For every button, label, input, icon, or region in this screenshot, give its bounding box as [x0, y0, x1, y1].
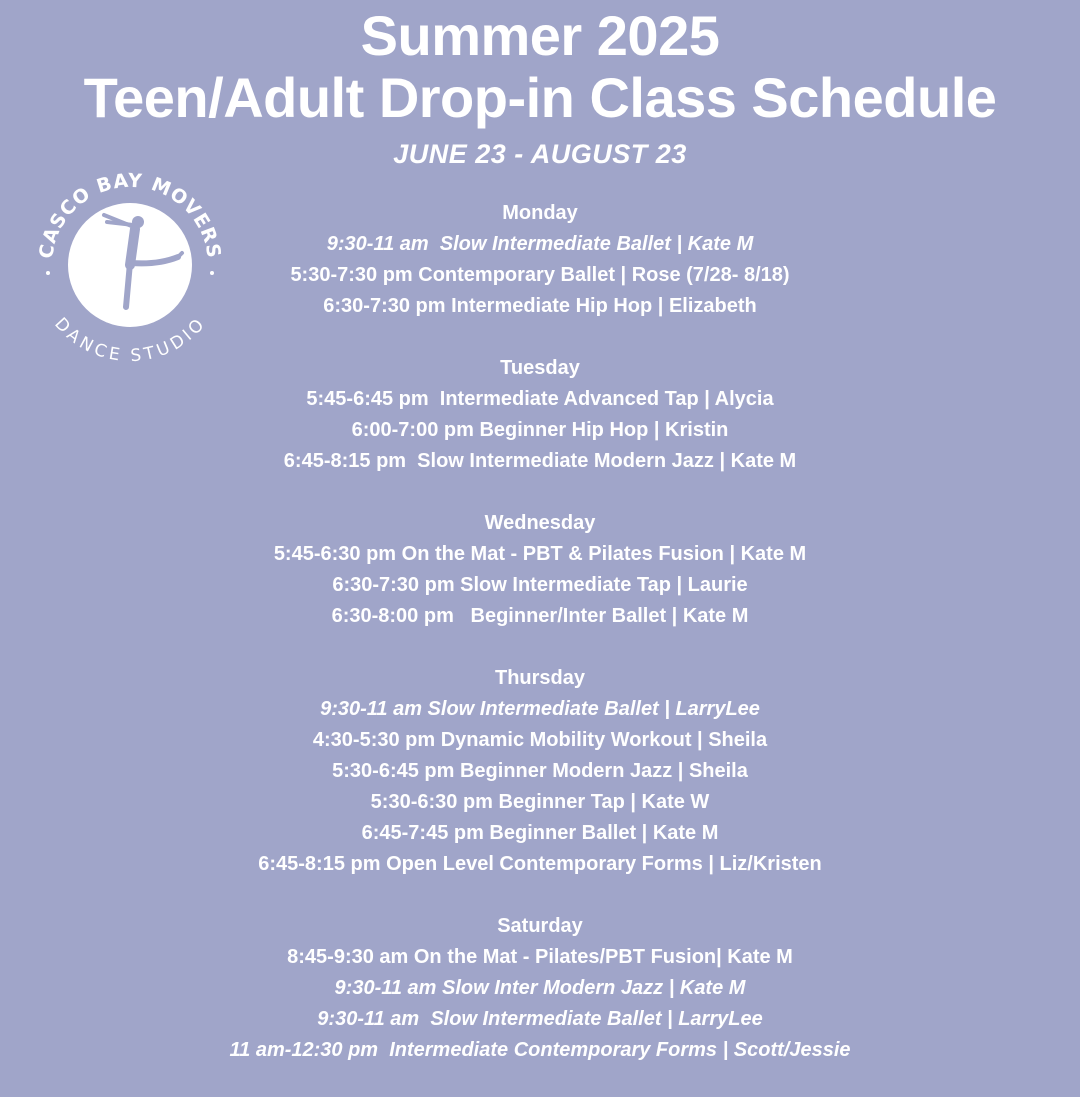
class-entry: 9:30-11 am Slow Intermediate Ballet | LarryLee	[317, 1008, 763, 1030]
class-entry: 6:30-8:00 pm Beginner/Inter Ballet | Kate M	[331, 605, 749, 627]
day-heading: Thursday	[494, 667, 586, 689]
class-entry: 6:45-7:45 pm Beginner Ballet | Kate M	[361, 822, 719, 844]
day-block-saturday	[0, 911, 1080, 1066]
class-entry: 11 am-12:30 pm Intermediate Contemporary Forms | Scott/Jessie	[229, 1039, 851, 1061]
class-entry: 9:30-11 am Slow Intermediate Ballet | Kate M	[326, 233, 754, 255]
class-entry: 9:30-11 am Slow Inter Modern Jazz | Kate M	[334, 977, 746, 999]
class-entry: 5:30-6:30 pm Beginner Tap | Kate W	[370, 791, 710, 813]
class-schedule	[0, 198, 1080, 1097]
day-heading: Wednesday	[484, 512, 596, 534]
class-entry: 6:30-7:30 pm Intermediate Hip Hop | Elizabeth	[323, 295, 757, 317]
class-entry: 5:30-7:30 pm Contemporary Ballet | Rose (7/28- 8/18)	[290, 264, 790, 286]
day-heading: Tuesday	[500, 357, 580, 379]
class-entry: 6:00-7:00 pm Beginner Hip Hop | Kristin	[351, 419, 729, 441]
class-entry: 5:30-6:45 pm Beginner Modern Jazz | Sheila	[332, 760, 748, 782]
class-entry: 8:45-9:30 am On the Mat - Pilates/PBT Fusion| Kate M	[287, 946, 793, 968]
class-entry: 9:30-11 am Slow Intermediate Ballet | LarryLee	[320, 698, 760, 720]
logo-top-text: CASCO BAY MOVERS	[35, 169, 225, 261]
day-heading: Monday	[502, 202, 578, 224]
day-block-tuesday	[0, 353, 1080, 477]
page-title-season: Summer 2025	[360, 4, 720, 67]
day-heading: Saturday	[497, 915, 583, 937]
day-block-monday	[0, 198, 1080, 322]
day-block-thursday	[0, 663, 1080, 880]
class-entry: 6:45-8:15 pm Open Level Contemporary Forms | Liz/Kristen	[258, 853, 822, 875]
class-entry: 6:30-7:30 pm Slow Intermediate Tap | Laurie	[332, 574, 748, 596]
date-range: JUNE 23 - AUGUST 23	[393, 139, 687, 169]
class-entry: 6:45-8:15 pm Slow Intermediate Modern Jazz | Kate M	[283, 450, 797, 472]
day-block-wednesday	[0, 508, 1080, 632]
class-entry: 4:30-5:30 pm Dynamic Mobility Workout | Sheila	[312, 729, 768, 751]
class-entry: 5:45-6:45 pm Intermediate Advanced Tap | Alycia	[306, 388, 774, 410]
logo-bottom-text: DANCE STUDIO	[50, 314, 210, 365]
class-entry: 5:45-6:30 pm On the Mat - PBT & Pilates Fusion | Kate M	[273, 543, 807, 565]
page-title-schedule: Teen/Adult Drop-in Class Schedule	[83, 66, 997, 129]
